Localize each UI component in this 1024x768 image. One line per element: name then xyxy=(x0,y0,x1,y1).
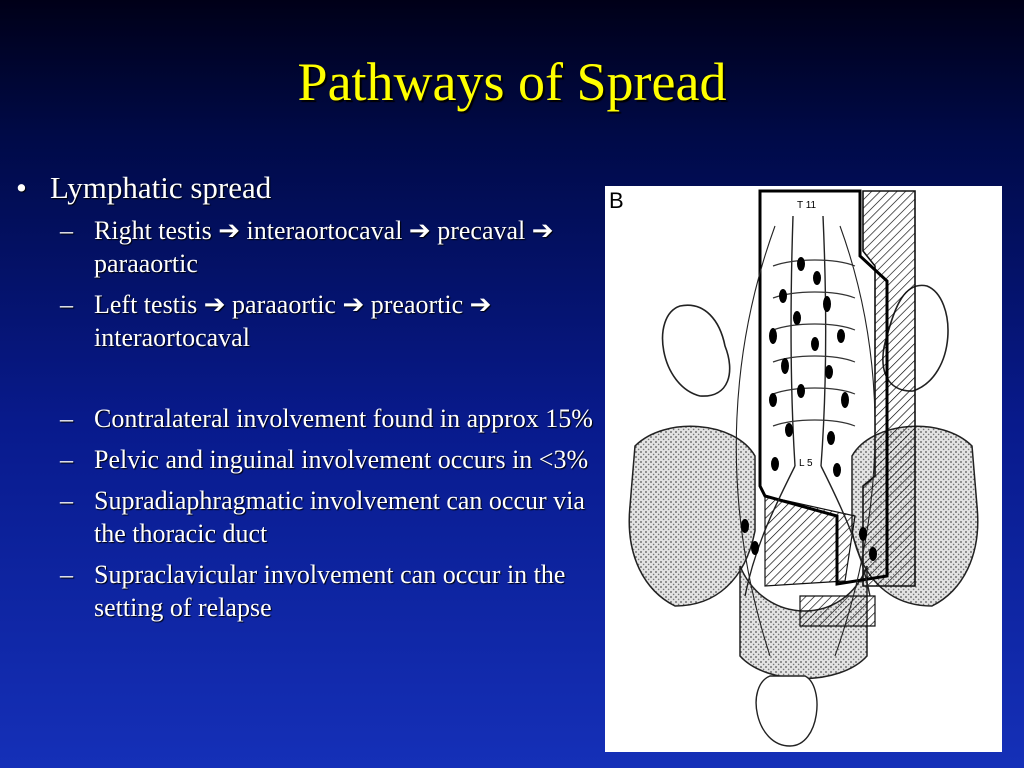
subitem-pelvic-inguinal xyxy=(14,443,594,476)
dash-icon: – xyxy=(60,290,73,319)
dash-icon: – xyxy=(60,404,73,433)
vertebral-column xyxy=(791,216,826,466)
subitem-left-testis xyxy=(14,288,594,354)
figure-panel-letter: B xyxy=(609,188,624,213)
slide-title: Pathways of Spread xyxy=(297,52,727,112)
testis-outline xyxy=(756,676,817,746)
subitem-text: Left testis ➔ paraaortic ➔ preaortic ➔ interaortocaval xyxy=(94,290,492,352)
subitem-text: Contralateral involvement found in approx 15% xyxy=(94,404,593,433)
subitem-text: Right testis ➔ interaortocaval ➔ precaval ➔ paraaortic xyxy=(94,216,554,278)
label-l5: L 5 xyxy=(799,458,813,469)
bullet-text: Lymphatic spread xyxy=(50,170,272,205)
subitem-text: Supraclavicular involvement can occur in the setting of relapse xyxy=(94,560,566,622)
subitem-supraclavicular xyxy=(14,558,594,624)
kidney-shape xyxy=(663,305,730,396)
subitem-contralateral xyxy=(14,402,594,435)
label-t11: T 11 xyxy=(797,200,817,211)
dash-icon: – xyxy=(60,560,73,589)
subitem-right-testis xyxy=(14,214,594,280)
hatched-region xyxy=(800,596,875,626)
slide-content xyxy=(14,168,594,624)
bullet-lymphatic-spread xyxy=(14,168,594,208)
subitem-text: Supradiaphragmatic involvement can occur via the thoracic duct xyxy=(94,486,585,548)
bullet-dot-icon: • xyxy=(16,170,27,205)
dash-icon: – xyxy=(60,445,73,474)
anatomy-figure xyxy=(605,186,1002,752)
hatched-region xyxy=(863,191,915,586)
dash-icon: – xyxy=(60,486,73,515)
subitem-text: Pelvic and inguinal involvement occurs in <3% xyxy=(94,445,589,474)
dash-icon: – xyxy=(60,216,73,245)
subitem-supradiaphragmatic xyxy=(14,484,594,550)
lymphatic-drainage-illustration xyxy=(605,186,1002,752)
